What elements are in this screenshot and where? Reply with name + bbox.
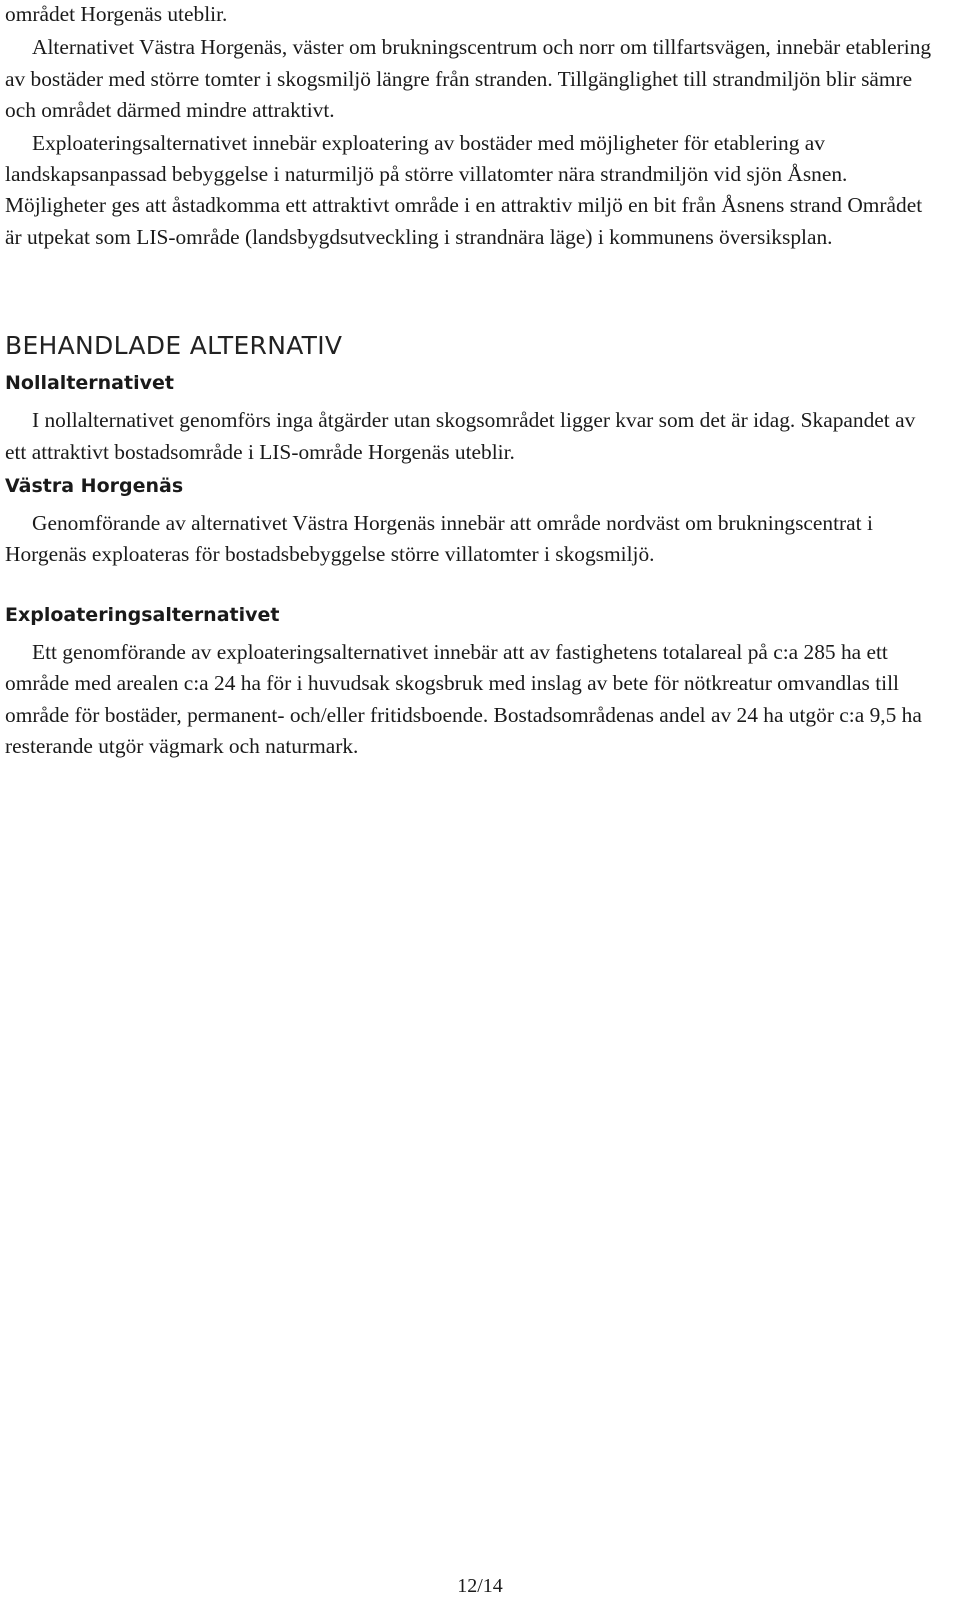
paragraph-exploateringsalternativet: Ett genomförande av exploateringsalternativet innebär att av fastighetens totalareal på c:a 285 ha ett område med arealen c:a 24 ha för i huvudsak skogsbruk med inslag av bete för nötkreatur omvandlas till område för bostäder, permanent- och/eller fritidsboende. Bostadsområdenas andel av 24 ha utgör c:a 9,5 ha resterande utgör vägmark och naturmark. — [5, 639, 922, 759]
heading-nollalternativet: Nollalternativet — [5, 372, 174, 395]
section-title: BEHANDLADE ALTERNATIV — [5, 331, 343, 361]
paragraph-vastra-horgenas: Genomförande av alternativet Västra Horgenäs innebär att område nordväst om brukningscentrat i Horgenäs exploateras för bostadsbebyggelse större villatomter i skogsmiljö. — [5, 511, 873, 567]
document-page — [5, 0, 940, 763]
page-number: 12/14 — [457, 1575, 503, 1597]
carryover-text: området Horgenäs uteblir. — [5, 2, 228, 26]
paragraph-nollalternativet: I nollalternativet genomförs inga åtgärder utan skogsområdet ligger kvar som det är idag. Skapandet av ett attraktivt bostadsområde i LIS-område Horgenäs uteblir. — [5, 408, 916, 464]
heading-exploateringsalternativet: Exploateringsalternativet — [5, 603, 280, 626]
paragraph-vastra-intro: Alternativet Västra Horgenäs, väster om brukningscentrum och norr om tillfartsvägen, innebär etablering av bostäder med större tomter i skogsmiljö längre från stranden. Tillgänglighet till strandmiljön blir sämre och området därmed mindre attraktivt. — [5, 35, 932, 123]
paragraph-exploatering-intro: Exploateringsalternativet innebär exploatering av bostäder med möjligheter för etablering av landskapsanpassad bebyggelse i naturmiljö på större villatomter nära strandmiljön vid sjön Åsnen. Möjligheter ges att åstadkomma ett attraktivt område i en attraktiv miljö en bit från Åsnens strand Området är utpekat som LIS-område (landsbygdsutveckling i strandnära läge) i kommunens översiksplan. — [5, 130, 923, 249]
heading-vastra-horgenas: Västra Horgenäs — [5, 475, 184, 498]
